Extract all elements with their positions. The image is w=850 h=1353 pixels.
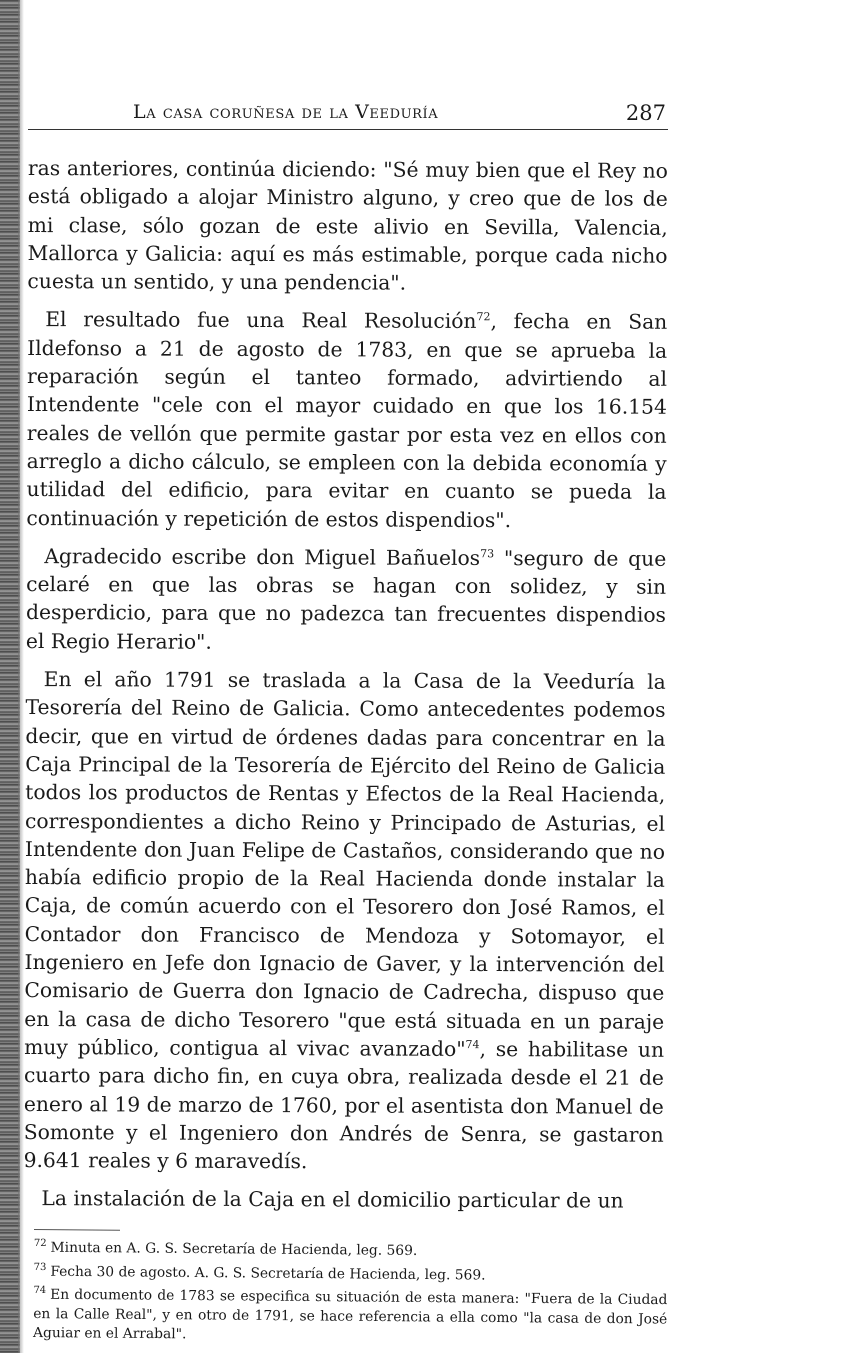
paragraph-2: El resultado fue una Real Resolución$^{72}$, fecha en San Ildefonso a 21 de agosto de 1783, en que se aprueba la reparación según el tanteo formado, advirtiendo al Intendente "cele con el mayor cuidado en que los 16.154 reales de vellón que permite gastar por esta vez en ellos con arreglo a dicho cálculo, se empleen con la debida economía y utilidad del edificio, para evitar en cuanto se pueda la continuación y repetición de estos dispendios". [26,307,668,532]
book-binding-edge [0,0,20,1353]
paragraph-3: Agradecido escribe don Miguel Bañuelos$^{73}$ "seguro de que celaré en que las obras se hagan con solidez, y sin desperdicio, para que no padezca tan frecuentes dispendios el Regio Herario". [25,543,667,654]
running-header [28,95,668,130]
footnote-rule [34,1229,120,1231]
page-number: 287 [625,101,666,125]
paragraph-1: ras anteriores, continúa diciendo: "Sé muy bien que el Rey no está obligado a alojar Ministro alguno, y creo que de los de mi clase, sólo gozan de este alivio en Sevilla, Valencia, Mallorca y Galicia: aquí es más estimable, porque cada nicho cuesta un sentido, y una pendencia". [27,155,668,295]
footnotes [33,1229,668,1348]
note-ref: 73 [480,547,495,561]
note-ref: 72 [476,310,491,324]
footnote: $^{72}$ Minuta en A. G. S. Secretaría de Hacienda, leg. 569. [33,1237,418,1259]
footnote: $^{73}$ Fecha 30 de agosto. A. G. S. Secretaría de Hacienda, leg. 569. [33,1261,486,1283]
paragraph-5: La instalación de la Caja en el domicilio particular de un [41,1186,624,1213]
footnote: $^{74}$ En documento de 1783 se especifica su situación de esta manera: "Fuera de la Ciudad en la Calle Real", y en otro de 1791, se hace referencia a ella como "la casa de don José Aguiar en el Arrabal". [33,1284,668,1342]
paragraph-4: En el año 1791 se traslada a la Casa de la Veeduría la Tesorería del Reino de Galicia. Como antecedentes podemos decir, que en virtud de órdenes dadas para concentrar en la Caja Principal de la Tesorería de Ejército del Reino de Galicia todos los productos de Rentas y Efectos de la Real Hacienda, correspondientes a dicho Reino y Principado de Asturias, el Intendente don Juan Felipe de Castaños, considerando que no había edificio propio de la Real Hacienda donde instalar la Caja, de común acuerdo con el Tesorero don José Ramos, el Contador don Francisco de Mendoza y Sotomayor, el Ingeniero en Jefe don Ignacio de Gaver, y la intervención del Comisario de Guerra don Ignacio de Cadrecha, dispuso que en la casa de dicho Tesorero "que está situada en un paraje muy público, contigua al vivac avanzado"$^{74}$, se habilitase un cuarto para dicho fin, en cuya obra, realizada desde el 21 de enero al 19 de marzo de 1760, por el asentista don Manuel de Somonte y el Ingeniero don Andrés de Senra, se gastaron 9.641 reales y 6 maravedís. [23,667,666,1174]
note-ref: 74 [465,1038,480,1052]
book-page [23,95,668,1342]
body-text [23,154,668,1215]
running-title: La casa coruñesa de la Veeduría [133,101,439,123]
